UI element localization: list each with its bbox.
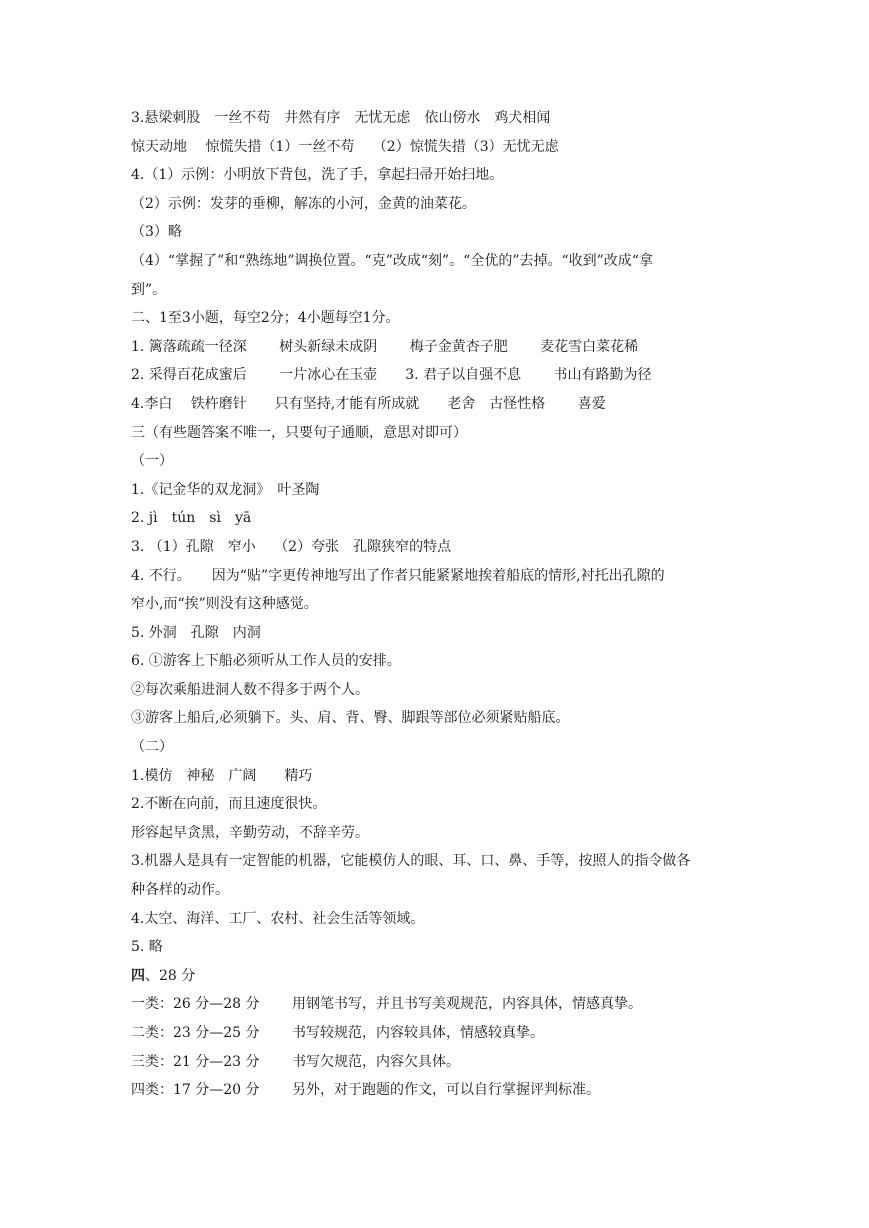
text-line: （2）示例：发芽的垂柳，解冻的小河，金黄的油菜花。	[131, 195, 476, 212]
section-four-number: 四	[131, 967, 145, 984]
text-line: 惊天动地 惊慌失措（1）一丝不苟 （2）惊慌失措（3）无忧无虑	[131, 138, 559, 155]
text-line: 6. ①游客上下船必须听从工作人员的安排。	[131, 653, 401, 670]
subsection-heading: （二）	[131, 739, 173, 756]
text-line: 2. 采得百花成蜜后 一片冰心在玉壶 3. 君子以自强不息 书山有路勤为径	[131, 367, 652, 384]
text-line: 4.李白 铁杵磨针 只有坚持,才能有所成就 老舍 古怪性格 喜爱	[131, 395, 606, 412]
text-line: 1.模仿 神秘 广阔 精巧	[131, 767, 313, 784]
text-line: ②每次乘船进洞人数不得多于两个人。	[131, 681, 369, 698]
text-line: 窄小,而“挨”则没有这种感觉。	[131, 596, 318, 613]
grading-row: 三类：21 分—23 分 书写欠规范，内容欠具体。	[131, 1053, 460, 1070]
text-line: 4. 不行。 因为“贴”字更传神地写出了作者只能紧紧地挨着船底的情形,衬托出孔隙的	[131, 567, 665, 584]
answer-key-body	[131, 104, 751, 1105]
section-four-points: 、28 分	[145, 967, 196, 984]
text-line: 到”。	[131, 281, 167, 298]
text-line: ③游客上船后,必须躺下。头、肩、背、臀、脚跟等部位必须紧贴船底。	[131, 710, 570, 727]
text-line: 5. 略	[131, 939, 163, 956]
section-heading-four	[131, 962, 751, 991]
text-line: （4）“掌握了”和“熟练地”调换位置。“克”改成“刻”。“全优的”去掉。“收到”改成“拿	[131, 252, 653, 269]
text-line: 1.《记金华的双龙洞》 叶圣陶	[131, 481, 320, 498]
text-line: 2.不断在向前，而且速度很快。	[131, 796, 327, 813]
text-line: 形容起早贪黑，辛勤劳动，不辞辛劳。	[131, 824, 369, 841]
text-line: 3.机器人是具有一定智能的机器，它能模仿人的眼、耳、口、鼻、手等，按照人的指令做各	[131, 853, 691, 870]
text-line: （3）略	[131, 224, 182, 241]
text-line: 3. （1）孔隙 窄小 （2）夸张 孔隙狭窄的特点	[131, 538, 452, 555]
subsection-heading: （一）	[131, 453, 173, 470]
section-heading-two: 二、1至3小题，每空2分；4小题每空1分。	[131, 310, 400, 327]
text-line: 1. 篱落疏疏一径深 树头新绿未成阴 梅子金黄杏子肥 麦花雪白菜花稀	[131, 338, 639, 355]
section-heading-three: 三（有些题答案不唯一，只要句子通顺，意思对即可）	[131, 424, 467, 441]
text-line: 5. 外洞 孔隙 内洞	[131, 624, 261, 641]
text-line: 3.悬梁刺股 一丝不苟 井然有序 无忧无虑 依山傍水 鸡犬相闻	[131, 110, 551, 126]
text-line: 种各样的动作。	[131, 882, 229, 899]
grading-row: 四类：17 分—20 分 另外，对于跑题的作文，可以自行掌握评判标准。	[131, 1082, 600, 1099]
pinyin-line: 2. jì tún sì yā	[131, 510, 252, 527]
grading-row: 一类：26 分—28 分 用钢笔书写，并且书写美观规范，内容具体，情感真挚。	[131, 996, 642, 1013]
grading-row: 二类：23 分—25 分 书写较规范，内容较具体，情感较真挚。	[131, 1025, 544, 1041]
text-line: 4.（1）示例：小明放下背包，洗了手，拿起扫帚开始扫地。	[131, 167, 504, 184]
text-line: 4.太空、海洋、工厂、农村、社会生活等领域。	[131, 910, 425, 927]
